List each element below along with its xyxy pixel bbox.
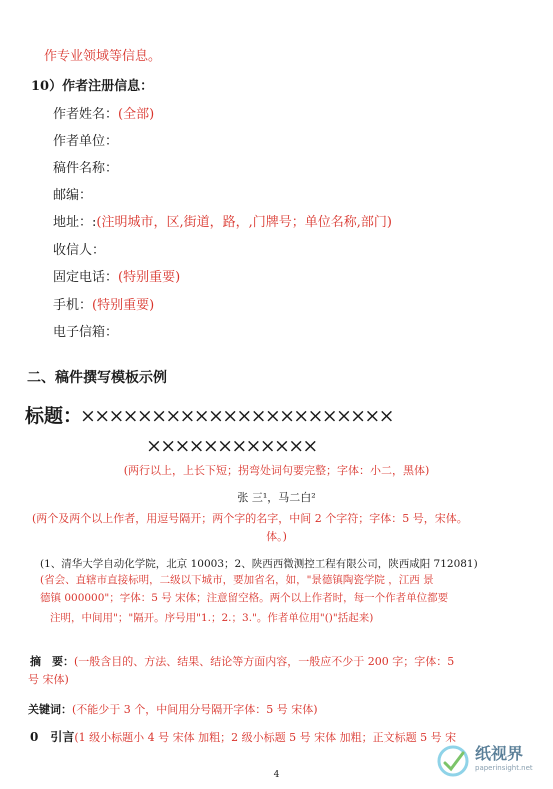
intro-label: 0 引言	[30, 730, 75, 744]
phone-note: (特别重要)	[118, 270, 181, 285]
abstract-note-line2: 号 宋体)	[28, 673, 69, 686]
manuscript-title-label: 稿件名称：	[53, 161, 119, 176]
abstract-line1	[30, 655, 454, 669]
author-unit-label: 作者单位：	[53, 134, 119, 149]
template-title-label: 标题：	[25, 405, 83, 427]
affiliation-note-line3: 注明，中间用"；"隔开。序号用"1.；2.；3."。作者单位用"()"括起来)	[50, 612, 374, 624]
phone-label: 固定电话：	[53, 270, 119, 285]
keywords-note: (不能少于 3 个，中间用分号隔开字体：5 号 宋体)	[72, 703, 318, 716]
watermark-url: paperinsight.net	[475, 764, 533, 772]
page-number: 4	[273, 770, 280, 780]
intro-line	[30, 730, 456, 745]
mobile-label: 手机：	[53, 298, 93, 313]
title-note: (两行以上，上长下短；拐弯处词句要完整；字体：小二，黑体)	[123, 464, 430, 477]
authors-note-line1: (两个及两个以上作者，用逗号隔开；两个字的名字，中间 2 个字符；字体：5 号，宋体。	[32, 512, 468, 525]
zip-label: 邮编：	[53, 188, 93, 203]
abstract-note-line1: (一般含目的、方法、结果、结论等方面内容，一般应不少于 200 字；字体：5	[74, 655, 455, 668]
template-title-x-line1: ××××××××××××××××××××××	[80, 405, 393, 427]
authors-line: 张 三¹，马二白²	[237, 491, 316, 504]
address-label: 地址：:	[53, 215, 97, 230]
address-note: (注明城市，区,街道，路，,门牌号；单位名称,部门)	[96, 215, 392, 230]
keywords-label: 关键词：	[28, 703, 72, 716]
affiliation-line: (1、清华大学自动化学院，北京 10003；2、陕西西微测控工程有限公司，陕西咸阳 712081)	[40, 558, 478, 570]
author-name-field	[53, 107, 154, 123]
author-name-label: 作者姓名：	[53, 107, 119, 122]
keywords-line	[28, 703, 318, 717]
registration-heading: 10）作者注册信息：	[31, 79, 154, 94]
template-title-x-line2: ××××××××××××	[146, 435, 317, 457]
mobile-field	[53, 298, 154, 314]
phone-field	[53, 270, 180, 286]
watermark-logo	[435, 743, 545, 779]
watermark-logo-icon	[435, 743, 471, 779]
address-field	[53, 215, 392, 231]
intro-note: (1 级小标题小 4 号 宋体 加粗；2 级小标题 5 号 宋体 加粗；正文标题 5 号 宋	[74, 731, 457, 744]
author-name-note: (全部)	[118, 107, 155, 122]
recipient-label: 收信人：	[53, 243, 106, 258]
watermark-name: 纸视界	[475, 744, 524, 763]
affiliation-note-line1: (省会、直辖市直接标明，二级以下城市，要加省名，如，"景德镇陶瓷学院 ，江西 景	[40, 574, 434, 586]
abstract-label: 摘 要：	[30, 655, 74, 668]
top-line: 作专业领域等信息。	[44, 49, 162, 64]
affiliation-note-line2: 德镇 000000"；字体：5 号 宋体；注意留空格。两个以上作者时，每一个作者单位都要	[40, 592, 449, 604]
mobile-note: (特别重要)	[92, 298, 155, 313]
section-2-heading: 二、稿件撰写模板示例	[27, 370, 167, 386]
email-label: 电子信箱：	[53, 325, 119, 340]
authors-note-line2: 体。)	[266, 530, 287, 543]
